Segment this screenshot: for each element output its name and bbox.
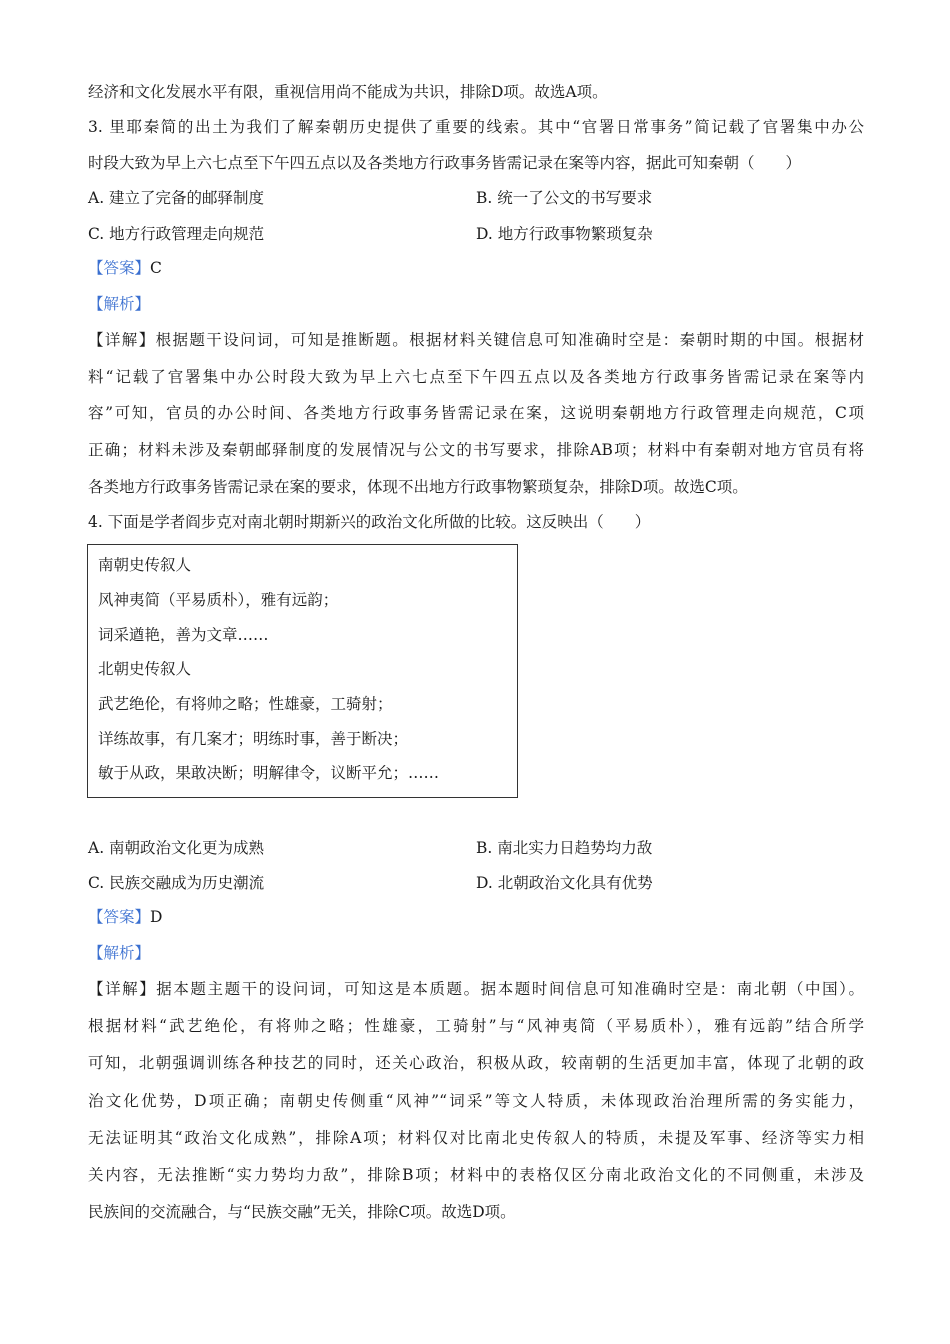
q3-detail-line-3: 容”可知，官员的办公时间、各类地方行政事务皆需记录在案，这说明秦朝地方行政管理走向规范，C项 xyxy=(88,404,864,422)
q3-detail-line-1: 【详解】根据题干设问词，可知是推断题。根据材料关键信息可知准确时空是：秦朝时期的中国。根据材 xyxy=(88,331,864,349)
table-line-north-title: 北朝史传叙人 xyxy=(98,660,192,678)
table-line-north-1: 武艺绝伦，有将帅之略；性雄豪，工骑射； xyxy=(98,695,393,713)
q4-detail-line-5: 无法证明其“政治文化成熟”，排除A项；材料仅对比南北史传叙人的特质，未提及军事、经济等实力相 xyxy=(88,1129,864,1147)
q4-option-d: D. 北朝政治文化具有优势 xyxy=(476,874,653,892)
q4-detail-line-2: 根据材料“武艺绝伦，有将帅之略；性雄豪，工骑射”与“风神夷简（平易质朴），雅有远韵”结合所学 xyxy=(88,1017,864,1035)
q4-detail-line-3: 可知，北朝强调训练各种技艺的同时，还关心政治，积极从政，较南朝的生活更加丰富，体现了北朝的政 xyxy=(88,1054,864,1072)
table-line-south-2: 词采遒艳，善为文章…… xyxy=(98,626,269,644)
q4-answer xyxy=(88,907,162,927)
table-line-north-2: 详练故事，有几案才；明练时事，善于断决； xyxy=(98,730,409,748)
q3-answer xyxy=(88,258,162,278)
q3-option-b: B. 统一了公文的书写要求 xyxy=(476,189,653,207)
table-line-south-title: 南朝史传叙人 xyxy=(98,556,192,574)
q3-option-d: D. 地方行政事物繁琐复杂 xyxy=(476,225,653,243)
q3-answer-label: 【答案】 xyxy=(88,259,151,277)
q4-option-c: C. 民族交融成为历史潮流 xyxy=(88,874,265,892)
q3-option-a: A. 建立了完备的邮驿制度 xyxy=(88,189,265,207)
q4-material-table xyxy=(87,544,518,798)
q4-analysis-label: 【解析】 xyxy=(88,944,151,962)
q3-detail-line-4: 正确；材料未涉及秦朝邮驿制度的发展情况与公文的书写要求，排除AB项；材料中有秦朝对地方官员有将 xyxy=(88,441,864,459)
q3-detail-line-5: 各类地方行政事务皆需记录在案的要求，体现不出地方行政事物繁琐复杂，排除D项。故选C项。 xyxy=(88,478,748,496)
q4-option-b: B. 南北实力日趋势均力敌 xyxy=(476,839,653,857)
q4-option-a: A. 南朝政治文化更为成熟 xyxy=(88,839,265,857)
q4-detail-line-7: 民族间的交流融合，与“民族交融”无关，排除C项。故选D项。 xyxy=(88,1203,516,1221)
q4-detail-line-4: 治文化优势，D项正确；南朝史传侧重“风神”“词采”等文人特质，未体现政治治理所需的务实能力， xyxy=(88,1092,864,1110)
q3-answer-value: C xyxy=(150,259,162,277)
q4-answer-value: D xyxy=(150,908,163,926)
previous-answer-tail: 经济和文化发展水平有限，重视信用尚不能成为共识，排除D项。故选A项。 xyxy=(88,83,608,101)
q4-stem: 4. 下面是学者阎步克对南北朝时期新兴的政治文化所做的比较。这反映出（ ） xyxy=(88,513,651,531)
q3-stem-line-1: 3. 里耶秦简的出土为我们了解秦朝历史提供了重要的线索。其中“官署日常事务”简记载了官署集中办公 xyxy=(88,118,864,136)
q3-analysis-label: 【解析】 xyxy=(88,295,151,313)
q4-answer-label: 【答案】 xyxy=(88,908,151,926)
table-line-north-3: 敏于从政，果敢决断；明解律令，议断平允；…… xyxy=(98,764,440,782)
q3-stem-line-2: 时段大致为早上六七点至下午四五点以及各类地方行政事务皆需记录在案等内容，据此可知秦朝（ ） xyxy=(88,154,802,172)
q4-detail-line-1: 【详解】据本题主题干的设问词，可知这是本质题。据本题时间信息可知准确时空是：南北朝（中国）。 xyxy=(88,980,864,998)
q4-detail-line-6: 关内容，无法推断“实力势均力敌”，排除B项；材料中的表格仅区分南北政治文化的不同侧重，未涉及 xyxy=(88,1166,864,1184)
table-line-south-1: 风神夷简（平易质朴），雅有远韵； xyxy=(98,591,339,609)
q3-option-c: C. 地方行政管理走向规范 xyxy=(88,225,265,243)
q3-detail-line-2: 料“记载了官署集中办公时段大致为早上六七点至下午四五点以及各类地方行政事务皆需记录在案等内 xyxy=(88,368,864,386)
